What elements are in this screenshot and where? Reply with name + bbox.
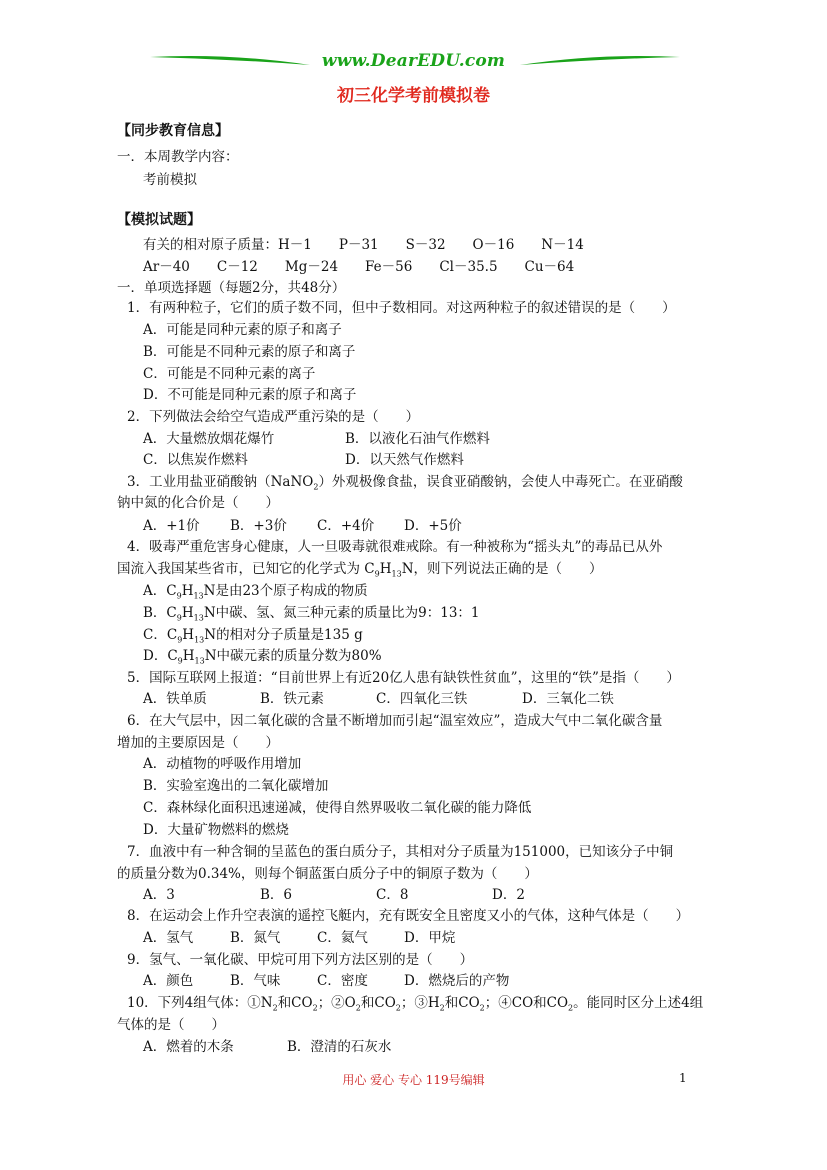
question-8-option-b: B．氮气 bbox=[230, 930, 281, 946]
question-10-option-b: B．澄清的石灰水 bbox=[287, 1039, 392, 1055]
question-7-option-b: B．6 bbox=[260, 887, 293, 903]
question-2-option-c: C．以焦炭作燃料 bbox=[143, 452, 248, 468]
question-8-option-d: D．甲烷 bbox=[404, 930, 456, 946]
question-5-option-d: D．三氧化二铁 bbox=[522, 691, 614, 707]
question-8-option-c: C．氦气 bbox=[317, 930, 368, 946]
question-1-stem: 1．有两种粒子，它们的质子数不同，但中子数相同。对这两种粒子的叙述错误的是（ ） bbox=[127, 300, 676, 316]
info-item: 一．本周教学内容： bbox=[117, 149, 239, 165]
question-6-option-a: A．动植物的呼吸作用增加 bbox=[143, 756, 302, 772]
footer-text: 用心 爱心 专心 119号编辑 bbox=[342, 1073, 485, 1087]
question-1-option-a: A．可能是同种元素的原子和离子 bbox=[143, 322, 342, 338]
question-5-stem: 5．国际互联网上报道：“目前世界上有近20亿人患有缺铁性贫血”，这里的“铁”是指（ ） bbox=[127, 670, 680, 686]
question-4-option-b: B．$C_9H_{13}N$中碳、氢、氮三种元素的质量比为9：13：1 bbox=[143, 605, 480, 623]
question-2-stem: 2．下列做法会给空气造成严重污染的是（ ） bbox=[127, 409, 420, 425]
question-3-option-d: D．+5价 bbox=[404, 518, 462, 534]
question-4-option-a: A．$C_9H_{13}N$是由23个原子构成的物质 bbox=[143, 583, 368, 601]
question-1-option-d: D．不可能是同种元素的原子和离子 bbox=[143, 387, 357, 403]
question-2-option-a: A．大量燃放烟花爆竹 bbox=[143, 431, 275, 447]
question-7-option-c: C．8 bbox=[376, 887, 409, 903]
question-7-option-d: D．2 bbox=[492, 887, 525, 903]
page-title: 初三化学考前模拟卷 bbox=[337, 86, 490, 106]
question-7-option-a: A．3 bbox=[143, 887, 175, 903]
question-3-option-a: A．+1价 bbox=[143, 518, 200, 534]
question-3-option-b: B．+3价 bbox=[230, 518, 287, 534]
atomic-mass-line-1: 有关的相对原子质量：H－1 P－31 S－32 O－16 N－14 bbox=[143, 237, 584, 253]
question-4-option-c: C．$C_9H_{13}N$的相对分子质量是135 g bbox=[143, 627, 363, 645]
question-6-stem-line-1: 6．在大气层中，因二氧化碳的含量不断增加而引起“温室效应”，造成大气中二氧化碳含量 bbox=[127, 713, 663, 729]
question-6-option-d: D．大量矿物燃料的燃烧 bbox=[143, 822, 289, 838]
site-logo-text: www.DearEDU.com bbox=[321, 51, 506, 71]
question-6-option-c: C．森林绿化面积迅速递减，使得自然界吸收二氧化碳的能力降低 bbox=[143, 800, 532, 816]
question-5-option-b: B．铁元素 bbox=[260, 691, 324, 707]
question-5-option-a: A．铁单质 bbox=[143, 691, 207, 707]
question-8-stem: 8．在运动会上作升空表演的遥控飞艇内，充有既安全且密度又小的气体，这种气体是（ ） bbox=[127, 908, 690, 924]
question-3-option-c: C．+4价 bbox=[317, 518, 375, 534]
exam-heading: 【模拟试题】 bbox=[117, 212, 201, 228]
question-5-option-c: C．四氧化三铁 bbox=[376, 691, 468, 707]
question-1-option-c: C．可能是不同种元素的离子 bbox=[143, 366, 316, 382]
atomic-mass-line-2: Ar－40 C－12 Mg－24 Fe－56 Cl－35.5 Cu－64 bbox=[143, 259, 575, 275]
question-2-option-d: D．以天然气作燃料 bbox=[345, 452, 464, 468]
question-7-stem-line-2: 的质量分数为0.34%，则每个铜蓝蛋白质分子中的铜原子数为（ ） bbox=[117, 866, 538, 882]
question-3-stem-line-1: 3．工业用盐亚硝酸钠（NaNO$_2$）外观极像食盐，误食亚硝酸钠，会使人中毒死亡。在亚硝酸 bbox=[127, 474, 683, 492]
question-3-stem-line-2: 钠中氮的化合价是（ ） bbox=[117, 495, 279, 511]
question-9-option-c: C．密度 bbox=[317, 973, 368, 989]
section-heading: 一．单项选择题（每题2分，共48分） bbox=[117, 280, 346, 296]
question-8-option-a: A．氢气 bbox=[143, 930, 194, 946]
info-heading: 【同步教育信息】 bbox=[117, 123, 229, 139]
question-7-stem-line-1: 7．血液中有一种含铜的呈蓝色的蛋白质分子，其相对分子质量为151000，已知该分子中铜 bbox=[127, 844, 674, 860]
page-number: 1 bbox=[679, 1071, 687, 1085]
question-10-stem-line-2: 气体的是（ ） bbox=[117, 1017, 225, 1033]
question-9-stem: 9．氢气、一氧化碳、甲烷可用下列方法区别的是（ ） bbox=[127, 952, 474, 968]
info-item-value: 考前模拟 bbox=[143, 172, 197, 188]
question-9-option-b: B．气味 bbox=[230, 973, 281, 989]
question-4-option-d: D．$C_9H_{13}N$中碳元素的质量分数为80% bbox=[143, 648, 382, 666]
question-1-option-b: B．可能是不同种元素的原子和离子 bbox=[143, 344, 356, 360]
question-9-option-d: D．燃烧后的产物 bbox=[404, 973, 510, 989]
question-4-stem-line-1: 4．吸毒严重危害身心健康，人一旦吸毒就很难戒除。有一种被称为“摇头丸”的毒品已从外 bbox=[127, 539, 663, 555]
question-2-option-b: B．以液化石油气作燃料 bbox=[345, 431, 490, 447]
question-10-option-a: A．燃着的木条 bbox=[143, 1039, 234, 1055]
question-6-stem-line-2: 增加的主要原因是（ ） bbox=[117, 735, 279, 751]
question-6-option-b: B．实验室逸出的二氧化碳增加 bbox=[143, 778, 329, 794]
question-4-stem-line-2: 国流入我国某些省市，已知它的化学式为 $C_9H_{13}N$，则下列说法正确的是（ ） bbox=[117, 561, 603, 579]
question-10-stem-line-1: 10．下列4组气体：$①N_2$和$CO_2$；$②O_2$和$CO_2$；$③H_2$和$CO_2$；④CO和$CO_2$。能同时区分上述4组 bbox=[127, 995, 704, 1013]
question-9-option-a: A．颜色 bbox=[143, 973, 194, 989]
